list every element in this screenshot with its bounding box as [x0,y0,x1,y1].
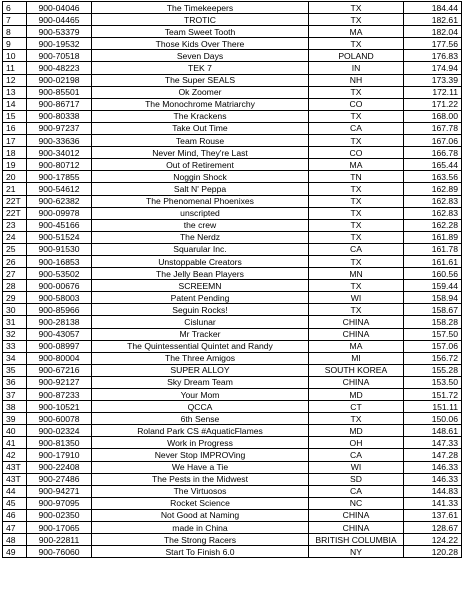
region-cell: NY [309,546,404,558]
table-row [3,38,462,50]
team-id-cell: 900-04046 [27,2,92,14]
team-id-cell: 900-08997 [27,340,92,352]
team-id-cell: 900-67216 [27,364,92,376]
score-cell: 160.56 [404,268,462,280]
team-id-cell: 900-91530 [27,243,92,255]
rank-cell: 6 [3,2,27,14]
score-cell: 174.94 [404,62,462,74]
score-cell: 155.28 [404,364,462,376]
table-row [3,98,462,110]
table-row [3,207,462,219]
team-name-cell: Cislunar [92,316,309,328]
table-row [3,62,462,74]
score-cell: 151.72 [404,389,462,401]
team-name-cell: The Nerdz [92,231,309,243]
team-id-cell: 900-97237 [27,122,92,134]
region-cell: IN [309,62,404,74]
table-row [3,364,462,376]
score-cell: 147.28 [404,449,462,461]
score-cell: 146.33 [404,461,462,473]
rank-cell: 38 [3,401,27,413]
team-id-cell: 900-22408 [27,461,92,473]
score-cell: 163.56 [404,171,462,183]
score-cell: 156.72 [404,352,462,364]
team-id-cell: 900-02198 [27,74,92,86]
table-row [3,425,462,437]
table-row [3,534,462,546]
region-cell: OH [309,437,404,449]
score-cell: 148.61 [404,425,462,437]
region-cell: TN [309,171,404,183]
team-name-cell: The Monochrome Matriarchy [92,98,309,110]
table-row [3,316,462,328]
team-id-cell: 900-97095 [27,497,92,509]
team-name-cell: Unstoppable Creators [92,255,309,267]
table-row [3,135,462,147]
score-cell: 150.06 [404,413,462,425]
region-cell: CHINA [309,376,404,388]
region-cell: MI [309,352,404,364]
score-cell: 176.83 [404,50,462,62]
rank-cell: 35 [3,364,27,376]
table-row [3,413,462,425]
score-cell: 166.78 [404,147,462,159]
table-row [3,437,462,449]
team-name-cell: the crew [92,219,309,231]
score-cell: 184.44 [404,2,462,14]
score-cell: 162.83 [404,195,462,207]
table-row [3,110,462,122]
team-name-cell: Team Rouse [92,135,309,147]
rank-cell: 42 [3,449,27,461]
rank-cell: 26 [3,255,27,267]
team-id-cell: 900-04465 [27,14,92,26]
table-row [3,352,462,364]
team-id-cell: 900-81350 [27,437,92,449]
rank-cell: 28 [3,280,27,292]
score-cell: 167.06 [404,135,462,147]
table-row [3,509,462,521]
score-cell: 171.22 [404,98,462,110]
table-row [3,292,462,304]
rank-cell: 15 [3,110,27,122]
rank-cell: 43T [3,473,27,485]
table-row [3,122,462,134]
region-cell: WI [309,292,404,304]
region-cell: TX [309,255,404,267]
team-name-cell: Team Sweet Tooth [92,26,309,38]
rank-cell: 45 [3,497,27,509]
rank-cell: 11 [3,62,27,74]
team-id-cell: 900-22811 [27,534,92,546]
team-name-cell: 6th Sense [92,413,309,425]
region-cell: WI [309,461,404,473]
region-cell: MN [309,268,404,280]
team-name-cell: Not Good at Naming [92,509,309,521]
team-name-cell: The Pests in the Midwest [92,473,309,485]
rank-cell: 43T [3,461,27,473]
rank-cell: 18 [3,147,27,159]
table-row [3,195,462,207]
table-row [3,243,462,255]
table-row [3,147,462,159]
rank-cell: 25 [3,243,27,255]
score-cell: 141.33 [404,497,462,509]
rank-cell: 14 [3,98,27,110]
rank-cell: 13 [3,86,27,98]
team-name-cell: Mr Tracker [92,328,309,340]
team-id-cell: 900-80338 [27,110,92,122]
region-cell: SD [309,473,404,485]
rank-cell: 20 [3,171,27,183]
score-cell: 157.06 [404,340,462,352]
team-id-cell: 900-34012 [27,147,92,159]
region-cell: CO [309,98,404,110]
region-cell: TX [309,14,404,26]
team-id-cell: 900-76060 [27,546,92,558]
team-id-cell: 900-02350 [27,509,92,521]
score-cell: 162.83 [404,207,462,219]
team-name-cell: unscripted [92,207,309,219]
table-row [3,389,462,401]
rank-cell: 27 [3,268,27,280]
score-cell: 120.28 [404,546,462,558]
region-cell: TX [309,2,404,14]
rank-cell: 34 [3,352,27,364]
rank-cell: 22T [3,207,27,219]
table-row [3,522,462,534]
team-name-cell: The Krackens [92,110,309,122]
team-id-cell: 900-17855 [27,171,92,183]
team-name-cell: Roland Park CS #AquaticFlames [92,425,309,437]
region-cell: BRITISH COLUMBIA [309,534,404,546]
team-name-cell: The Timekeepers [92,2,309,14]
score-cell: 161.89 [404,231,462,243]
score-cell: 172.11 [404,86,462,98]
team-id-cell: 900-43057 [27,328,92,340]
rank-cell: 24 [3,231,27,243]
region-cell: MA [309,26,404,38]
region-cell: CHINA [309,509,404,521]
team-name-cell: Never Mind, They're Last [92,147,309,159]
rank-cell: 49 [3,546,27,558]
table-row [3,26,462,38]
score-cell: 182.61 [404,14,462,26]
score-cell: 144.83 [404,485,462,497]
score-cell: 161.61 [404,255,462,267]
team-name-cell: TROTIC [92,14,309,26]
score-cell: 158.94 [404,292,462,304]
results-table [2,1,462,558]
team-name-cell: Work in Progress [92,437,309,449]
table-row [3,304,462,316]
rank-cell: 41 [3,437,27,449]
rank-cell: 48 [3,534,27,546]
rank-cell: 33 [3,340,27,352]
region-cell: CT [309,401,404,413]
team-id-cell: 900-54612 [27,183,92,195]
table-row [3,340,462,352]
score-cell: 165.44 [404,159,462,171]
region-cell: TX [309,110,404,122]
rank-cell: 40 [3,425,27,437]
team-name-cell: TEK 7 [92,62,309,74]
team-name-cell: The Three Amigos [92,352,309,364]
team-name-cell: The Strong Racers [92,534,309,546]
results-table-body [3,2,462,558]
region-cell: TX [309,38,404,50]
team-name-cell: The Quintessential Quintet and Randy [92,340,309,352]
team-id-cell: 900-45166 [27,219,92,231]
team-id-cell: 900-16853 [27,255,92,267]
team-name-cell: Salt N' Peppa [92,183,309,195]
rank-cell: 30 [3,304,27,316]
region-cell: MA [309,340,404,352]
team-id-cell: 900-94271 [27,485,92,497]
score-cell: 147.33 [404,437,462,449]
team-name-cell: Ok Zoomer [92,86,309,98]
region-cell: TX [309,195,404,207]
score-cell: 137.61 [404,509,462,521]
team-id-cell: 900-80004 [27,352,92,364]
team-name-cell: The Phenomenal Phoenixes [92,195,309,207]
score-cell: 128.67 [404,522,462,534]
rank-cell: 21 [3,183,27,195]
team-name-cell: The Virtuosos [92,485,309,497]
rank-cell: 36 [3,376,27,388]
table-row [3,473,462,485]
team-name-cell: Out of Retirement [92,159,309,171]
team-name-cell: The Jelly Bean Players [92,268,309,280]
team-name-cell: Seguin Rocks! [92,304,309,316]
team-id-cell: 900-53379 [27,26,92,38]
team-id-cell: 900-70518 [27,50,92,62]
team-name-cell: Start To Finish 6.0 [92,546,309,558]
score-cell: 168.00 [404,110,462,122]
rank-cell: 37 [3,389,27,401]
region-cell: MD [309,425,404,437]
table-row [3,280,462,292]
rank-cell: 19 [3,159,27,171]
table-row [3,328,462,340]
score-cell: 157.50 [404,328,462,340]
rank-cell: 9 [3,38,27,50]
team-id-cell: 900-33636 [27,135,92,147]
region-cell: SOUTH KOREA [309,364,404,376]
team-id-cell: 900-85501 [27,86,92,98]
team-id-cell: 900-28138 [27,316,92,328]
rank-cell: 8 [3,26,27,38]
rank-cell: 31 [3,316,27,328]
team-name-cell: Noggin Shock [92,171,309,183]
score-cell: 167.78 [404,122,462,134]
region-cell: TX [309,183,404,195]
region-cell: CHINA [309,522,404,534]
region-cell: CA [309,449,404,461]
team-id-cell: 900-80712 [27,159,92,171]
score-cell: 151.11 [404,401,462,413]
team-name-cell: SCREEMN [92,280,309,292]
team-id-cell: 900-62382 [27,195,92,207]
team-id-cell: 900-10521 [27,401,92,413]
table-row [3,485,462,497]
region-cell: CA [309,243,404,255]
team-id-cell: 900-02324 [27,425,92,437]
team-name-cell: Squarular Inc. [92,243,309,255]
region-cell: TX [309,231,404,243]
team-id-cell: 900-53502 [27,268,92,280]
region-cell: NH [309,74,404,86]
region-cell: CA [309,122,404,134]
team-name-cell: made in China [92,522,309,534]
team-id-cell: 900-19532 [27,38,92,50]
table-row [3,74,462,86]
rank-cell: 17 [3,135,27,147]
region-cell: CA [309,485,404,497]
team-name-cell: Take Out Time [92,122,309,134]
table-row [3,86,462,98]
region-cell: TX [309,304,404,316]
rank-cell: 23 [3,219,27,231]
region-cell: CO [309,147,404,159]
team-id-cell: 900-87233 [27,389,92,401]
team-name-cell: Those Kids Over There [92,38,309,50]
region-cell: TX [309,135,404,147]
rank-cell: 12 [3,74,27,86]
region-cell: CHINA [309,316,404,328]
score-cell: 161.78 [404,243,462,255]
score-cell: 153.50 [404,376,462,388]
rank-cell: 29 [3,292,27,304]
region-cell: TX [309,86,404,98]
team-name-cell: Rocket Science [92,497,309,509]
table-row [3,171,462,183]
table-row [3,376,462,388]
team-name-cell: SUPER ALLOY [92,364,309,376]
region-cell: MA [309,159,404,171]
team-id-cell: 900-92127 [27,376,92,388]
region-cell: MD [309,389,404,401]
rank-cell: 10 [3,50,27,62]
team-id-cell: 900-58003 [27,292,92,304]
rank-cell: 16 [3,122,27,134]
table-row [3,268,462,280]
team-name-cell: We Have a Tie [92,461,309,473]
team-name-cell: Never Stop IMPROVing [92,449,309,461]
region-cell: CHINA [309,328,404,340]
region-cell: TX [309,280,404,292]
team-name-cell: Patent Pending [92,292,309,304]
table-row [3,159,462,171]
table-row [3,2,462,14]
score-cell: 159.44 [404,280,462,292]
rank-cell: 44 [3,485,27,497]
team-name-cell: QCCA [92,401,309,413]
team-name-cell: Your Mom [92,389,309,401]
team-id-cell: 900-17065 [27,522,92,534]
table-row [3,14,462,26]
score-cell: 162.89 [404,183,462,195]
region-cell: POLAND [309,50,404,62]
score-cell: 158.28 [404,316,462,328]
team-id-cell: 900-86717 [27,98,92,110]
table-row [3,546,462,558]
score-cell: 182.04 [404,26,462,38]
table-row [3,461,462,473]
region-cell: TX [309,219,404,231]
team-name-cell: Seven Days [92,50,309,62]
team-id-cell: 900-48223 [27,62,92,74]
team-id-cell: 900-51524 [27,231,92,243]
team-id-cell: 900-85966 [27,304,92,316]
team-name-cell: Sky Dream Team [92,376,309,388]
table-row [3,255,462,267]
rank-cell: 32 [3,328,27,340]
table-row [3,497,462,509]
team-id-cell: 900-17910 [27,449,92,461]
table-row [3,219,462,231]
team-id-cell: 900-27486 [27,473,92,485]
team-name-cell: The Super SEALS [92,74,309,86]
score-cell: 177.56 [404,38,462,50]
table-row [3,449,462,461]
region-cell: NC [309,497,404,509]
rank-cell: 7 [3,14,27,26]
score-cell: 124.22 [404,534,462,546]
region-cell: TX [309,413,404,425]
table-row [3,50,462,62]
score-cell: 158.67 [404,304,462,316]
score-cell: 146.33 [404,473,462,485]
rank-cell: 39 [3,413,27,425]
rank-cell: 22T [3,195,27,207]
score-cell: 173.39 [404,74,462,86]
rank-cell: 46 [3,509,27,521]
table-row [3,401,462,413]
table-row [3,231,462,243]
team-id-cell: 900-09978 [27,207,92,219]
score-cell: 162.28 [404,219,462,231]
team-id-cell: 900-60078 [27,413,92,425]
rank-cell: 47 [3,522,27,534]
table-row [3,183,462,195]
team-id-cell: 900-00676 [27,280,92,292]
region-cell: TX [309,207,404,219]
